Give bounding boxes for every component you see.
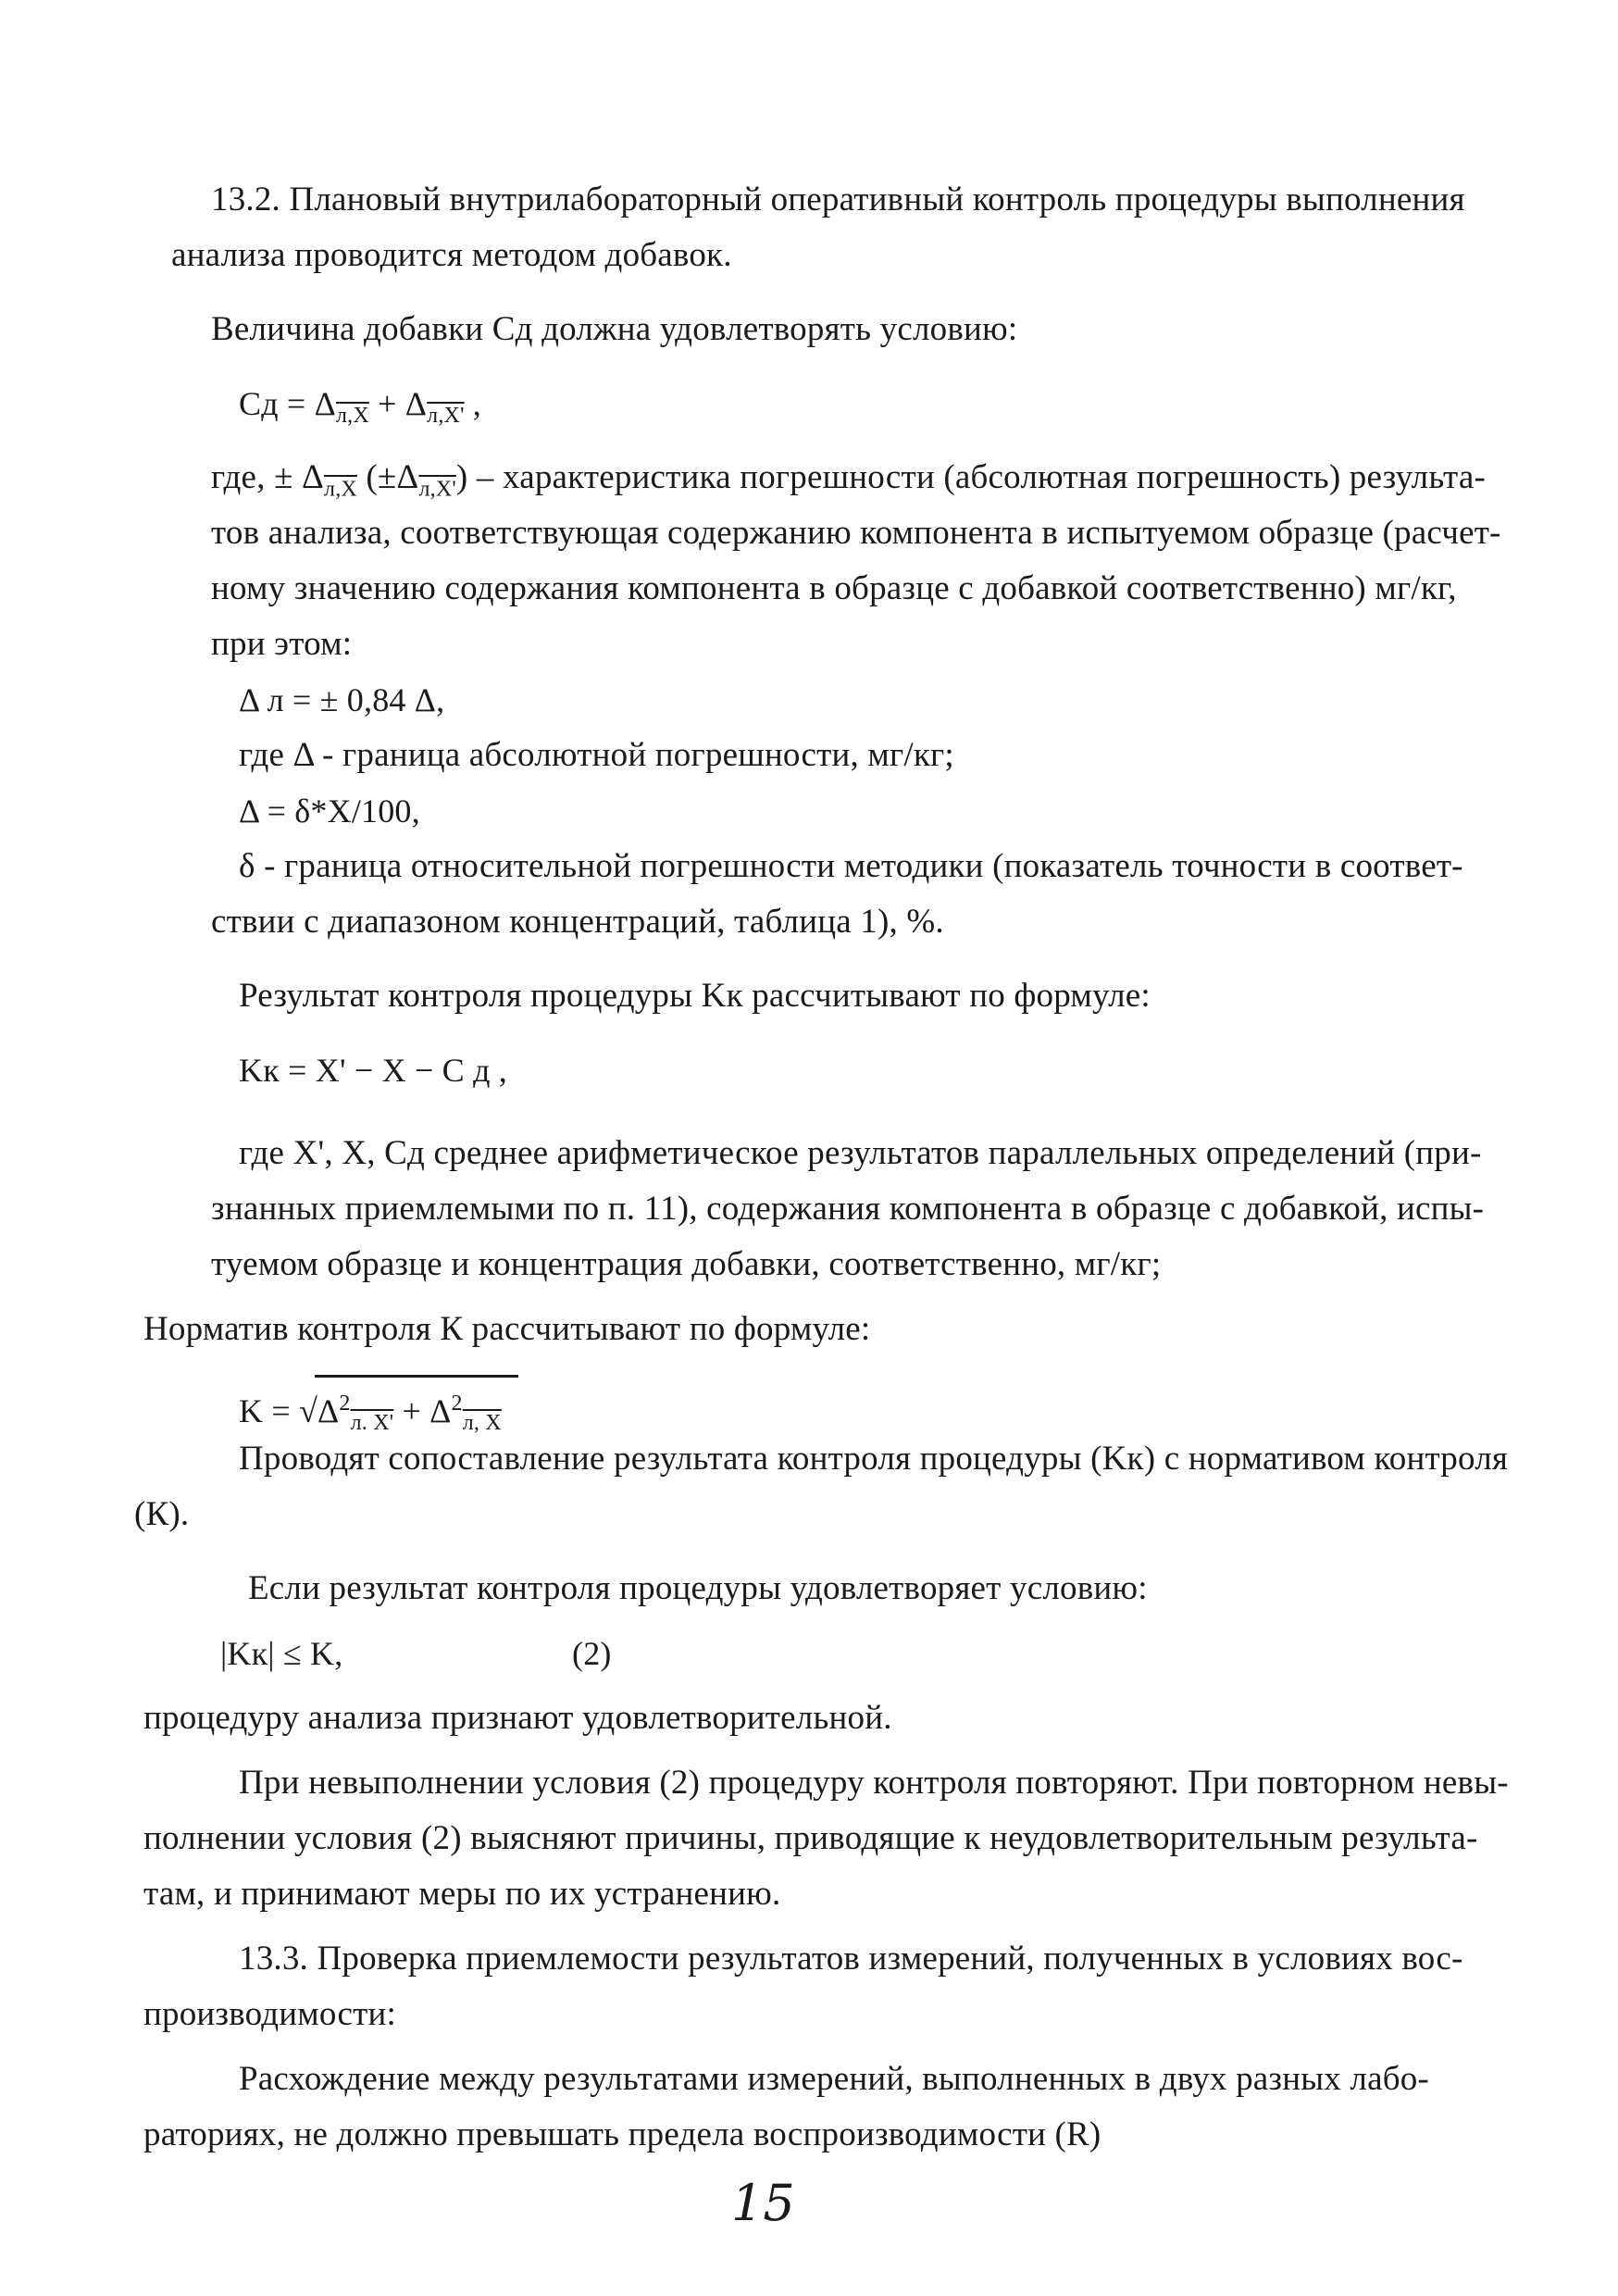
where-pre: где, ± Δ: [211, 458, 325, 496]
compare-line-2: (К).: [134, 1495, 190, 1533]
where-mid: (±Δ: [356, 458, 419, 496]
if-line: Если результат контроля процедуры удовлетворяет условию:: [248, 1569, 1148, 1607]
where-x-line-2: знанных приемлемыми по п. 11), содержания компонента в образце с добавкой, испы-: [211, 1190, 1485, 1228]
formula-k-left: K = √Δ: [239, 1392, 340, 1429]
fail-line-2: полнении условия (2) выясняют причины, приводящие к неудовлетворительным результа-: [143, 1819, 1478, 1857]
norm-line: Норматив контроля К рассчитывают по формуле:: [143, 1310, 871, 1348]
formula-kk: Kк = X' − X − C д ,: [239, 1052, 508, 1089]
condition-number: (2): [572, 1635, 612, 1672]
where-post: ) – характеристика погрешности (абсолютная погрешность) результа-: [455, 458, 1486, 496]
formula-cd-mid: + Δ: [368, 385, 428, 422]
fail-line-3: там, и принимают меры по их устранению.: [143, 1875, 781, 1913]
delta-line-1: δ - граница относительной погрешности методики (показатель точности в соответ-: [239, 847, 1463, 885]
where-line-1: [211, 456, 1486, 510]
where-line-3: ному значению содержания компонента в образце с добавкой соответственно) мг/кг,: [211, 569, 1457, 607]
section-13-3-line-4: раториях, не должно превышать предела воспроизводимости (R): [143, 2115, 1101, 2153]
section-13-3-line-1: 13.3. Проверка приемлемости результатов измерений, полученных в условиях вос-: [239, 1940, 1463, 1978]
section-13-3-line-2: производимости:: [143, 1995, 397, 2033]
compare-line-1: Проводят сопоставление результата контроля процедуры (Kк) с нормативом контроля: [239, 1440, 1509, 1478]
formula-cd: [239, 382, 481, 437]
accepted-line: процедуру анализа признают удовлетворительной.: [143, 1699, 892, 1737]
formula-k-sub1: л. X': [350, 1411, 394, 1436]
formula-delta: Δ = δ*X/100,: [239, 792, 420, 830]
where-x-line-1: где X', X, Cд среднее арифметическое результатов параллельных определений (при-: [239, 1134, 1482, 1172]
formula-k: [239, 1382, 502, 1444]
where-sub1: л,X: [324, 477, 357, 502]
sqrt-overbar: [315, 1375, 518, 1378]
section-13-3-line-3: Расхождение между результатами измерений, выполненных в двух разных лабо-: [239, 2060, 1429, 2098]
where-sub2: л,X': [418, 477, 456, 502]
where-line-4: при этом:: [211, 625, 353, 663]
formula-cd-sub1: л,X: [335, 404, 369, 429]
formula-delta-l: Δ л = ± 0,84 Δ,: [239, 681, 445, 718]
formula-k-mid: + Δ: [393, 1392, 452, 1429]
formula-cd-sub2: л,X': [427, 404, 465, 429]
formula-k-sup2: 2: [451, 1391, 463, 1416]
formula-k-sub2: л, X: [462, 1411, 502, 1436]
additive-condition-text: Величина добавки Cд должна удовлетворять условию:: [211, 310, 1018, 348]
formula-cd-end: ,: [464, 385, 482, 422]
page-number: 15: [731, 2174, 795, 2232]
section-13-2-line-2: анализа проводится методом добавок.: [171, 236, 732, 274]
formula-cd-left: Cд = Δ: [239, 385, 336, 422]
result-line: Результат контроля процедуры Kк рассчитывают по формуле:: [239, 977, 1151, 1015]
delta-line-2: ствии с диапазоном концентраций, таблица 1), %.: [211, 903, 944, 941]
where-x-line-3: туемом образце и концентрация добавки, соответственно, мг/кг;: [211, 1245, 1162, 1283]
where-delta-text: где Δ - граница абсолютной погрешности, мг/кг;: [239, 736, 954, 774]
formula-k-sup1: 2: [339, 1391, 351, 1416]
condition-formula: |Kк| ≤ K,: [220, 1635, 343, 1672]
fail-line-1: При невыполнении условия (2) процедуру контроля повторяют. При повторном невы-: [239, 1764, 1509, 1802]
where-line-2: тов анализа, соответствующая содержанию компонента в испытуемом образце (расчет-: [211, 514, 1501, 552]
section-13-2-line-1: 13.2. Плановый внутрилабораторный оперативный контроль процедуры выполнения: [211, 181, 1465, 218]
